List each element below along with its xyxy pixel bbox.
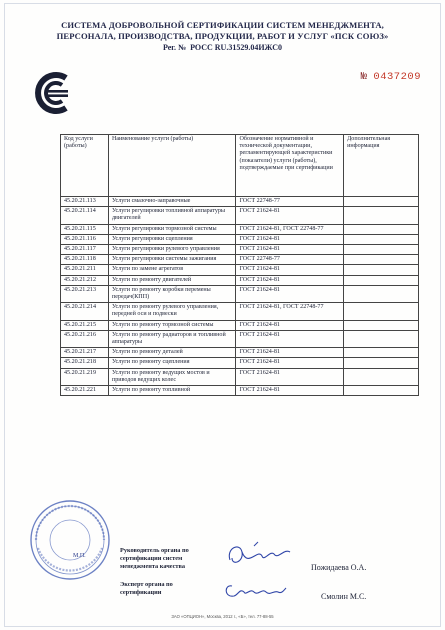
table-row [61, 265, 419, 275]
service-name-cell: Услуги регулировки топливной аппаратуры двигателей [108, 207, 236, 224]
service-info-cell [344, 197, 419, 207]
service-code-cell: 45.20.21.117 [61, 245, 109, 255]
header-title-line-1: СИСТЕМА ДОБРОВОЛЬНОЙ СЕРТИФИКАЦИИ СИСТЕМ МЕНЕДЖМЕНТА, [61, 20, 384, 30]
table-header-row [61, 135, 419, 197]
service-code-cell: 45.20.21.221 [61, 386, 109, 396]
service-info-cell [344, 386, 419, 396]
service-code-cell: 45.20.21.218 [61, 358, 109, 368]
table-row [61, 348, 419, 358]
table-row [61, 255, 419, 265]
service-code-cell: 45.20.21.115 [61, 224, 109, 234]
service-code-cell: 45.20.21.219 [61, 368, 109, 385]
table-row [61, 330, 419, 347]
service-name-cell: Услуги регулировки системы зажигания [108, 255, 236, 265]
table-row [61, 320, 419, 330]
printer-footer: ЗАО «ОПЦИОН», Москва, 2012 г., «Б», тел. 77-88-55 [171, 614, 274, 619]
service-info-cell [344, 245, 419, 255]
service-document-cell: ГОСТ 21624-81 [236, 265, 344, 275]
table-row [61, 197, 419, 207]
service-name-cell: Услуги по ремонту ведущих мостов и приводов ведущих колес [108, 368, 236, 385]
certificate-number [361, 71, 421, 83]
service-info-cell [344, 358, 419, 368]
number-label: № [360, 71, 368, 83]
column-header-documents: Обозначение нормативной и технической документации, регламентирующей характеристики (показатели) услуги (работы), подтверждаемые при сертификации [236, 135, 344, 197]
services-table [60, 134, 419, 396]
service-document-cell: ГОСТ 21624-81 [236, 275, 344, 285]
service-info-cell [344, 234, 419, 244]
header-title-line-2: ПЕРСОНАЛА, ПРОИЗВОДСТВА, ПРОДУКЦИИ, РАБОТ И УСЛУГ «ПСК СОЮЗ» [56, 31, 389, 41]
expert-signature-icon [220, 576, 290, 606]
service-document-cell: ГОСТ 21624-81, ГОСТ 22748-77 [236, 303, 344, 320]
service-code-cell: 45.20.21.217 [61, 348, 109, 358]
table-body [61, 197, 419, 396]
service-info-cell [344, 224, 419, 234]
service-code-cell: 45.20.21.214 [61, 303, 109, 320]
service-name-cell: Услуги по ремонту рулевого управления, передней оси и подвески [108, 303, 236, 320]
service-info-cell [344, 330, 419, 347]
table-row [61, 368, 419, 385]
number-value: 0437209 [373, 71, 421, 83]
service-code-cell: 45.20.21.212 [61, 275, 109, 285]
service-name-cell: Услуги по ремонту тормозной системы [108, 320, 236, 330]
table-row [61, 386, 419, 396]
reg-label: Рег. № [162, 43, 187, 52]
column-header-code: Код услуги (работы) [61, 135, 109, 197]
service-name-cell: Услуги смазочно-заправочные [108, 197, 236, 207]
service-code-cell: 45.20.21.213 [61, 285, 109, 302]
service-name-cell: Услуги по ремонту топливной [108, 386, 236, 396]
service-info-cell [344, 320, 419, 330]
service-info-cell [344, 285, 419, 302]
reg-number: РОСС RU.31529.04ИЖС0 [190, 43, 283, 52]
head-signature-icon [224, 538, 296, 572]
service-document-cell: ГОСТ 22748-77 [236, 255, 344, 265]
table-row [61, 358, 419, 368]
column-header-info: Дополнительная информация [344, 135, 419, 197]
service-code-cell: 45.20.21.215 [61, 320, 109, 330]
service-code-cell: 45.20.21.114 [61, 207, 109, 224]
table-row [61, 303, 419, 320]
service-code-cell: 45.20.21.113 [61, 197, 109, 207]
table-row [61, 285, 419, 302]
service-info-cell [344, 255, 419, 265]
service-document-cell: ГОСТ 21624-81 [236, 358, 344, 368]
table-row [61, 207, 419, 224]
service-code-cell: 45.20.21.116 [61, 234, 109, 244]
column-header-name: Наименование услуги (работы) [108, 135, 236, 197]
expert-signature-name: Смолин М.С. [321, 592, 367, 601]
service-document-cell: ГОСТ 22748-77 [236, 197, 344, 207]
service-code-cell: 45.20.21.216 [61, 330, 109, 347]
service-document-cell: ГОСТ 21624-81 [236, 348, 344, 358]
certificate-header [30, 20, 415, 42]
service-name-cell: Услуги регулировки рулевого управления [108, 245, 236, 255]
round-seal-icon [28, 498, 112, 582]
service-name-cell: Услуги по ремонту радиаторов и топливной аппаратуры [108, 330, 236, 347]
certification-logo-icon [32, 70, 78, 116]
service-document-cell: ГОСТ 21624-81 [236, 320, 344, 330]
service-code-cell: 45.20.21.211 [61, 265, 109, 275]
service-name-cell: Услуги по ремонту сцепления [108, 358, 236, 368]
expert-signature-label: Эксперт органа по сертификации [120, 581, 173, 596]
stamp-mark: М.П. [73, 553, 86, 559]
service-info-cell [344, 303, 419, 320]
table-row [61, 245, 419, 255]
service-code-cell: 45.20.21.118 [61, 255, 109, 265]
table-row [61, 224, 419, 234]
table-row [61, 275, 419, 285]
service-info-cell [344, 348, 419, 358]
service-name-cell: Услуги по ремонту деталей [108, 348, 236, 358]
head-signature-name: Пожидаева О.А. [311, 563, 367, 572]
service-name-cell: Услуги по ремонту двигателей [108, 275, 236, 285]
service-info-cell [344, 275, 419, 285]
service-document-cell: ГОСТ 21624-81 [236, 234, 344, 244]
head-signature-label: Руководитель органа по сертификации систем менеджмента качества [120, 547, 189, 570]
service-name-cell: Услуги по замене агрегатов [108, 265, 236, 275]
table-row [61, 234, 419, 244]
service-name-cell: Услуги по ремонту коробки перемены передач(КПП) [108, 285, 236, 302]
service-info-cell [344, 207, 419, 224]
service-info-cell [344, 265, 419, 275]
service-document-cell: ГОСТ 21624-81 [236, 285, 344, 302]
registration-line [0, 43, 445, 52]
service-info-cell [344, 368, 419, 385]
service-document-cell: ГОСТ 21624-81, ГОСТ 22748-77 [236, 224, 344, 234]
service-document-cell: ГОСТ 21624-81 [236, 330, 344, 347]
service-document-cell: ГОСТ 21624-81 [236, 368, 344, 385]
service-name-cell: Услуги регулировки сцепления [108, 234, 236, 244]
service-document-cell: ГОСТ 21624-81 [236, 245, 344, 255]
service-document-cell: ГОСТ 21624-81 [236, 207, 344, 224]
service-name-cell: Услуги регулировки тормозной системы [108, 224, 236, 234]
service-document-cell: ГОСТ 21624-81 [236, 386, 344, 396]
